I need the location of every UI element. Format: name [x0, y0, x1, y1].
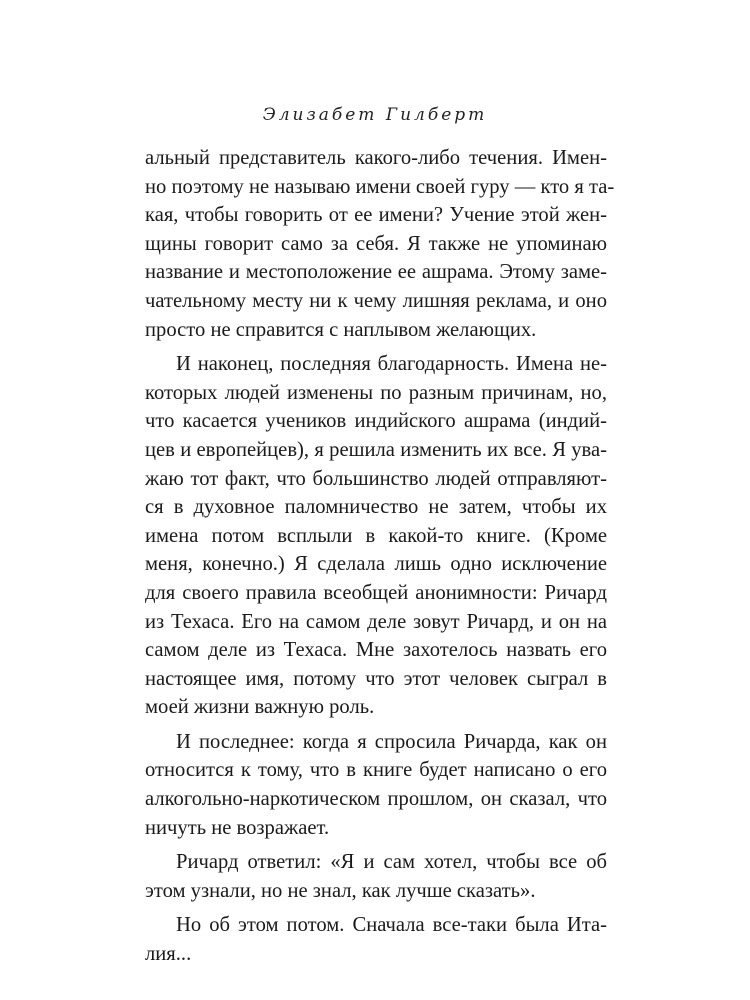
text-line: И последнее: когда я спросила Ричарда, как он [176, 730, 607, 753]
text-line: альный представитель какого-либо течения. Имен- [145, 147, 607, 169]
text-line: самом деле из Техаса. Мне захотелось назвать его [145, 639, 607, 662]
text-line: ся в духовное паломничество не затем, чтобы их [145, 496, 607, 519]
text-line: этом узнали, но не знал, как лучше сказать». [145, 879, 536, 902]
paragraph [145, 350, 607, 722]
text-line: относится к тому, что в книге будет написано о его [145, 759, 607, 782]
text-line: кая, чтобы говорить от ее имени? Учение этой жен- [145, 204, 607, 227]
text-line: из Техаса. Его на самом деле зовут Ричард, и он на [145, 610, 607, 633]
text-line: чательному месту ни к чему лишняя реклама, и оно [145, 289, 607, 312]
text-line: жаю тот факт, что большинство людей отправляют- [145, 467, 607, 490]
text-line: для своего правила всеобщей анонимности: Ричард [145, 581, 607, 604]
paragraph [145, 848, 607, 905]
text-line: алкогольно-наркотическом прошлом, он сказал, что [145, 788, 607, 811]
text-line: И наконец, последняя благодарность. Имена не- [176, 353, 607, 376]
text-line: лия... [145, 943, 192, 966]
text-line: цев и европейцев), я решила изменить их все. Я ува- [145, 438, 607, 461]
running-head-author: Элизабет Гилберт [262, 105, 488, 125]
text-line: меня, конечно.) Я сделала лишь одно исключение [145, 553, 607, 576]
text-line: ничуть не возражает. [145, 816, 330, 839]
text-line: настоящее имя, потому что этот человек сыграл в [145, 667, 607, 690]
text-line: Ричард ответил: «Я и сам хотел, чтобы все об [176, 851, 607, 874]
body-text [145, 144, 615, 969]
text-line: моей жизни важную роль. [145, 696, 375, 719]
text-line: просто не справится с наплывом желающих. [145, 318, 537, 341]
text-line: имена потом всплыли в какой-то книге. (Кроме [145, 524, 607, 547]
text-line: Но об этом потом. Сначала все-таки была Ита- [176, 914, 607, 937]
text-line: щины говорит само за себя. Я также не упоминаю [145, 232, 607, 255]
paragraph [145, 728, 607, 842]
text-line: но поэтому не называю имени своей гуру — кто я та- [145, 175, 615, 198]
paragraph [145, 144, 615, 344]
text-line: которых людей изменены по разным причинам, но, [145, 381, 607, 404]
text-line: что касается учеников индийского ашрама (индий- [145, 410, 607, 433]
paragraph [145, 911, 607, 968]
text-line: название и местоположение ее ашрама. Этому заме- [145, 261, 607, 284]
